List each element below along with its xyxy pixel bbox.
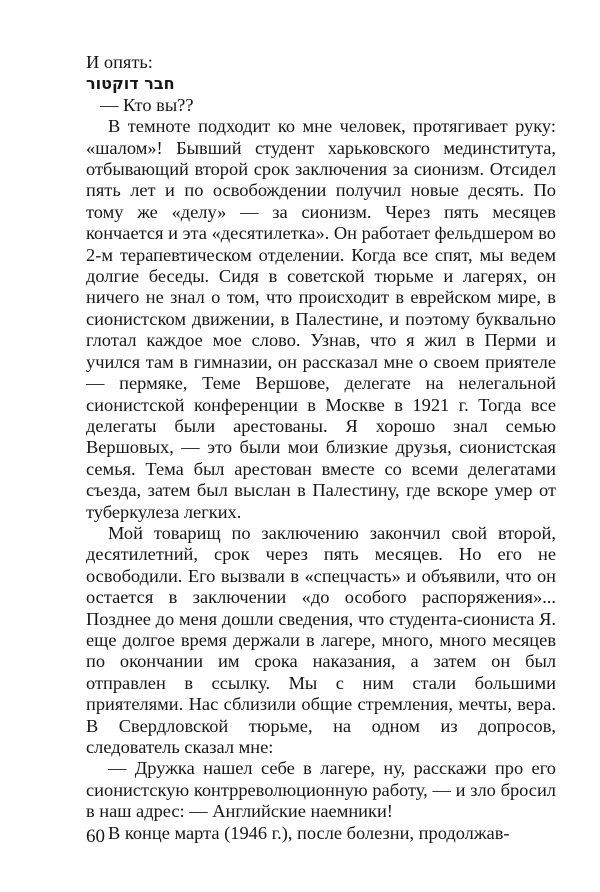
page-number: 60 bbox=[86, 826, 105, 847]
intro-line: И опять: bbox=[86, 52, 153, 72]
hebrew-line: חבר דוקטור bbox=[86, 74, 175, 94]
question-line: — Кто вы?? bbox=[100, 94, 194, 115]
paragraph: В конце марта (1946 г.), после болезни, продолжав- bbox=[108, 822, 510, 843]
paragraph: Мой товарищ по заключению закончил свой второй, десятилетний, срок через пять месяцев. Но его не освободили. Его вызвали в «спецчасть» и объявили, что он остается в заключении «до особого распоряжения»... Позднее до меня дошли сведения, что студента-сиониста Я. еще долгое время держали в лагере, много, много месяцев по окончании им срока наказания, а затем он был отправлен в ссылку. Мы с ним стали большими приятелями. Нас сблизили общие стремления, мечты, вера. В Свердловской тюрьме, на одном из допросов, следователь сказал мне: bbox=[86, 522, 556, 757]
paragraph: В темноте подходит ко мне человек, протягивает руку: «шалом»! Бывший студент харьковского мединститута, отбывающий второй срок заключения за сионизм. Отсидел пять лет и по освобождении получил новые десять. По тому же «делу» — за сионизм. Через пять месяцев кончается и эта «десятилетка». Он работает фельдшером во 2-м терапевтическом отделении. Когда все спят, мы ведем долгие беседы. Сидя в советской тюрьме и лагерях, он ничего не знал о том, что происходит в еврейском мире, в сионистском движении, в Палестине, и поэтому буквально глотал каждое мое слово. Узнав, что я жил в Перми и учился там в гимназии, он рассказал мне о своем приятеле — пермяке, Теме Вершове, делегате на нелегальной сионистской конференции в Москве в 1921 г. Тогда все делегаты были арестованы. Я хорошо знал семью Вершовых, — это были мои близкие друзья, сионистская семья. Тема был арестован вместе со всеми делегатами съезда, затем был выслан в Палестину, где вскоре умер от туберкулеза легких. bbox=[86, 116, 556, 522]
paragraph: — Дружка нашел себе в лагере, ну, расскажи про его сионистскую контрреволюционную работу, — и зло бросил в наш адрес: — Английские наемники! bbox=[86, 758, 556, 822]
page-text bbox=[86, 52, 556, 844]
